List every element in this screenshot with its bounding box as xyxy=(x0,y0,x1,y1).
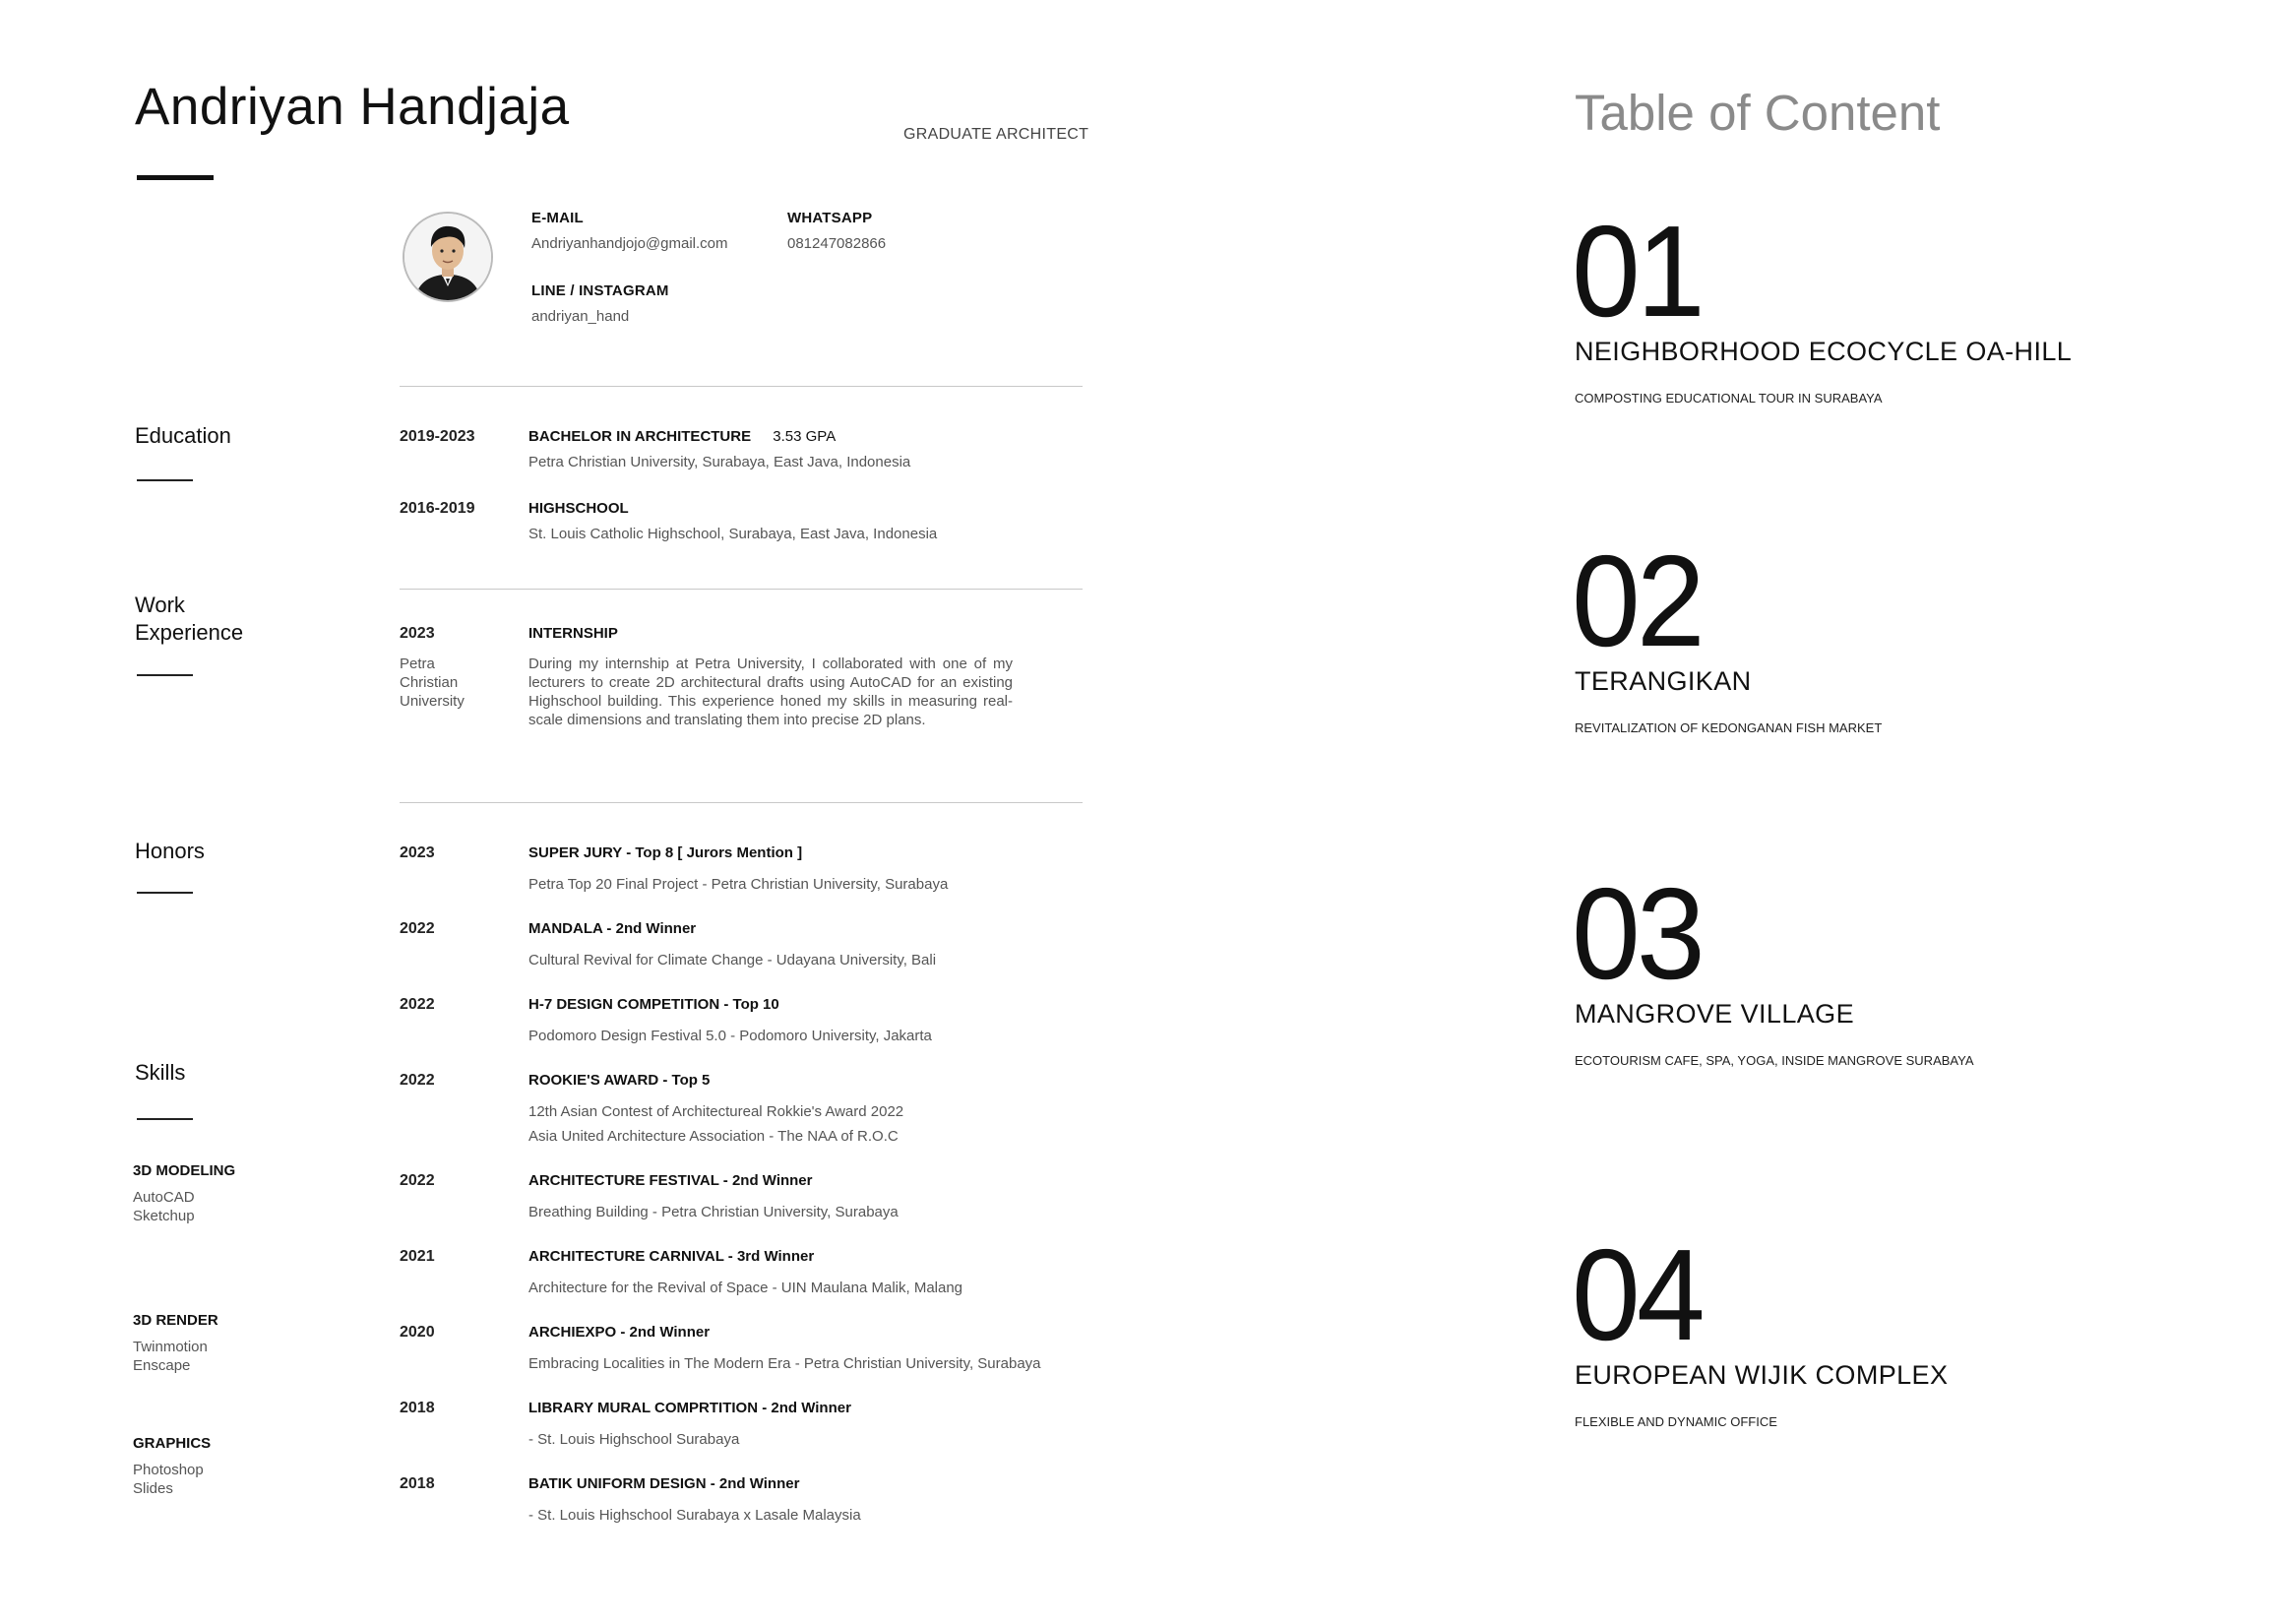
toc-project-name[interactable]: NEIGHBORHOOD ECOCYCLE OA-HILL xyxy=(1575,337,2073,366)
honor-name: MANDALA xyxy=(528,920,603,937)
honor-detail: Breathing Building - Petra Christian University, Surabaya xyxy=(528,1204,899,1220)
avatar-icon xyxy=(404,214,491,300)
honor-year: 2023 xyxy=(400,844,435,861)
education-school: Petra Christian University, Surabaya, East Java, Indonesia xyxy=(528,454,911,470)
honor-rank: - 2nd Winner xyxy=(602,920,697,937)
name-underline xyxy=(137,175,214,180)
work-organization xyxy=(400,655,465,711)
honor-detail: 12th Asian Contest of Architectureal Rokkie's Award 2022 xyxy=(528,1103,904,1120)
honor-title xyxy=(528,844,802,861)
skill-item: AutoCAD xyxy=(133,1189,195,1206)
honor-name: ARCHIEXPO xyxy=(528,1324,617,1341)
toc-project-desc: REVITALIZATION OF KEDONGANAN FISH MARKET xyxy=(1575,720,1883,735)
org-line: Christian xyxy=(400,674,459,691)
honor-rank: - Top 10 xyxy=(719,996,779,1013)
honor-name: BATIK UNIFORM DESIGN xyxy=(528,1475,707,1492)
honor-year: 2018 xyxy=(400,1475,435,1492)
work-description: During my internship at Petra University, I collaborated with one of my lecturers to create 2D architectural drafts using AutoCAD for an existing Highschool building. This experience honed my skills in measuring real-scale dimensions and translating them into precise 2D plans. xyxy=(528,656,1013,728)
honor-detail: Embracing Localities in The Modern Era - Petra Christian University, Surabaya xyxy=(528,1355,1041,1372)
toc-title: Table of Content xyxy=(1575,85,1941,141)
social-label: LINE / INSTAGRAM xyxy=(531,282,669,299)
honor-name: H-7 DESIGN COMPETITION xyxy=(528,996,720,1013)
divider xyxy=(400,802,1083,803)
toc-project-desc: FLEXIBLE AND DYNAMIC OFFICE xyxy=(1575,1414,1777,1429)
honor-title xyxy=(528,1072,710,1089)
toc-project-name[interactable]: TERANGIKAN xyxy=(1575,666,1752,696)
honor-name: ARCHITECTURE CARNIVAL xyxy=(528,1248,724,1265)
education-degree: HIGHSCHOOL xyxy=(528,500,629,517)
honor-name: SUPER JURY xyxy=(528,844,623,861)
toc-project-desc: ECOTOURISM CAFE, SPA, YOGA, INSIDE MANGROVE SURABAYA xyxy=(1575,1053,1974,1068)
honor-detail: Podomoro Design Festival 5.0 - Podomoro University, Jakarta xyxy=(528,1028,932,1044)
honor-rank: - Top 5 xyxy=(658,1072,711,1089)
honor-rank: - 2nd Winner xyxy=(718,1172,813,1189)
honor-year: 2022 xyxy=(400,1172,435,1189)
education-degree xyxy=(528,428,836,445)
skill-list xyxy=(133,1188,195,1225)
work-heading-line1: Work xyxy=(135,593,185,617)
work-underline xyxy=(137,674,193,676)
honor-name: ARCHITECTURE FESTIVAL xyxy=(528,1172,719,1189)
skill-item: Twinmotion xyxy=(133,1339,208,1355)
honor-title xyxy=(528,1475,799,1492)
skill-item: Sketchup xyxy=(133,1208,195,1224)
email-label: E-MAIL xyxy=(531,210,584,226)
skill-group-heading: GRAPHICS xyxy=(133,1435,212,1452)
honor-detail: Petra Top 20 Final Project - Petra Christian University, Surabaya xyxy=(528,876,949,893)
org-line: University xyxy=(400,693,465,710)
social-value[interactable]: andriyan_hand xyxy=(531,308,630,325)
toc-project-name[interactable]: MANGROVE VILLAGE xyxy=(1575,999,1854,1029)
honor-name: LIBRARY MURAL COMPRTITION xyxy=(528,1400,759,1416)
honor-rank: - 2nd Winner xyxy=(616,1324,711,1341)
work-role: INTERNSHIP xyxy=(528,625,618,642)
work-heading xyxy=(135,592,243,647)
skill-item: Slides xyxy=(133,1480,173,1497)
job-title: GRADUATE ARCHITECT xyxy=(903,126,1089,143)
honor-detail: Architecture for the Revival of Space - UIN Maulana Malik, Malang xyxy=(528,1280,963,1296)
toc-number: 03 xyxy=(1572,861,1702,1006)
honor-rank: - Top 8 [ Jurors Mention ] xyxy=(622,844,803,861)
education-heading: Education xyxy=(135,423,231,448)
toc-project-name[interactable]: EUROPEAN WIJIK COMPLEX xyxy=(1575,1360,1949,1390)
divider xyxy=(400,386,1083,387)
honors-heading: Honors xyxy=(135,839,205,863)
honor-year: 2022 xyxy=(400,920,435,937)
honor-rank: - 3rd Winner xyxy=(723,1248,815,1265)
resume-name: Andriyan Handjaja xyxy=(135,78,570,136)
whatsapp-value[interactable]: 081247082866 xyxy=(787,235,887,252)
honor-year: 2018 xyxy=(400,1400,435,1416)
toc-number: 04 xyxy=(1572,1222,1702,1367)
work-heading-line2: Experience xyxy=(135,620,244,645)
honors-underline xyxy=(137,892,193,894)
profile-photo xyxy=(403,212,493,302)
honor-title xyxy=(528,1248,814,1265)
honor-year: 2022 xyxy=(400,996,435,1013)
honor-detail: - St. Louis Highschool Surabaya xyxy=(528,1431,740,1448)
toc-number: 02 xyxy=(1572,529,1702,673)
email-value[interactable]: Andriyanhandjojo@gmail.com xyxy=(531,235,728,252)
toc-number: 01 xyxy=(1572,199,1702,344)
honor-rank: - 2nd Winner xyxy=(758,1400,851,1416)
education-years: 2016-2019 xyxy=(400,500,475,517)
honor-rank: - 2nd Winner xyxy=(706,1475,800,1492)
skill-item: Photoshop xyxy=(133,1462,204,1478)
whatsapp-label: WHATSAPP xyxy=(787,210,873,226)
skills-heading: Skills xyxy=(135,1060,186,1085)
skill-group-heading: 3D RENDER xyxy=(133,1312,218,1329)
work-year: 2023 xyxy=(400,625,435,642)
divider xyxy=(400,589,1083,590)
education-school: St. Louis Catholic Highschool, Surabaya, East Java, Indonesia xyxy=(528,526,938,542)
honor-title xyxy=(528,920,696,937)
toc-project-desc: COMPOSTING EDUCATIONAL TOUR IN SURABAYA xyxy=(1575,391,1883,406)
education-years: 2019-2023 xyxy=(400,428,475,445)
skill-item: Enscape xyxy=(133,1357,191,1374)
skill-group-heading: 3D MODELING xyxy=(133,1162,236,1179)
honor-title xyxy=(528,1400,851,1416)
honor-year: 2020 xyxy=(400,1324,435,1341)
skill-list xyxy=(133,1338,208,1375)
honor-name: ROOKIE'S AWARD xyxy=(528,1072,659,1089)
honor-year: 2021 xyxy=(400,1248,435,1265)
honor-detail: Cultural Revival for Climate Change - Udayana University, Bali xyxy=(528,952,937,968)
honor-detail: Asia United Architecture Association - The NAA of R.O.C xyxy=(528,1128,899,1145)
honor-title xyxy=(528,1324,710,1341)
org-line: Petra xyxy=(400,656,435,672)
education-underline xyxy=(137,479,193,481)
degree-name: BACHELOR IN ARCHITECTURE xyxy=(528,428,752,445)
gpa: 3.53 GPA xyxy=(773,428,837,445)
skills-underline xyxy=(137,1118,193,1120)
honor-title xyxy=(528,1172,813,1189)
honor-title xyxy=(528,996,779,1013)
honor-detail: - St. Louis Highschool Surabaya x Lasale Malaysia xyxy=(528,1507,861,1524)
skill-list xyxy=(133,1461,204,1498)
honor-year: 2022 xyxy=(400,1072,435,1089)
